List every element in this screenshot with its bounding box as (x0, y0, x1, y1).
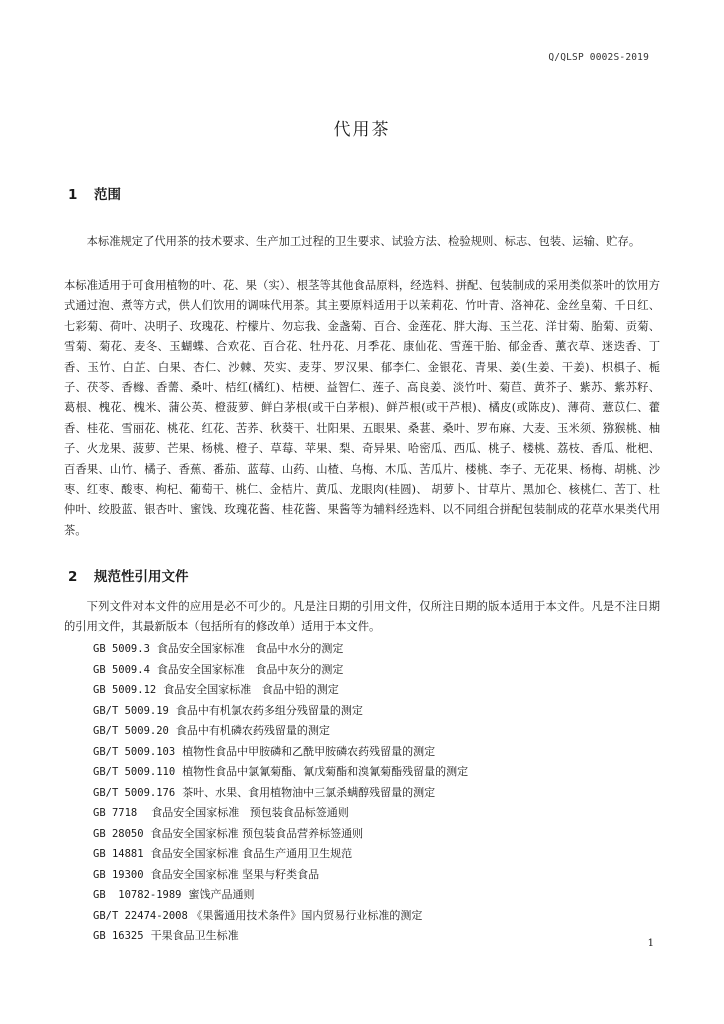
reference-code: GB/T 5009.110 (93, 766, 176, 778)
section-title: 规范性引用文件 (94, 569, 189, 585)
reference-item (93, 844, 468, 865)
reference-title: 食品安全国家标准 坚果与籽类食品 (150, 867, 320, 881)
reference-code: GB 16325 (93, 930, 144, 942)
document-title: 代用茶 (333, 120, 391, 140)
reference-code: GB/T 5009.20 (93, 725, 169, 737)
reference-item (93, 660, 468, 681)
reference-title: 食品安全国家标准 食品中水分的测定 (156, 642, 344, 655)
reference-list (93, 639, 468, 947)
reference-title: 食品安全国家标准 预包装食品营养标签通则 (150, 826, 364, 840)
section-number: 2 (68, 569, 78, 585)
reference-code: GB 19300 (93, 868, 144, 881)
reference-item (93, 639, 468, 660)
reference-code: GB 7718 (93, 807, 138, 819)
reference-title: 食品中有机磷农药残留量的测定 (175, 724, 330, 737)
reference-title: 食品安全国家标准 食品生产通用卫生规范 (150, 847, 353, 860)
reference-title: 食品安全国家标准 食品中铅的测定 (163, 683, 339, 696)
reference-item (93, 926, 468, 947)
reference-title: 《果酱通用技术条件》国内贸易行业标准的测定 (191, 908, 423, 922)
reference-title: 干果食品卫生标准 (150, 929, 239, 942)
reference-item (93, 742, 468, 763)
reference-item (93, 783, 468, 804)
reference-code: GB 5009.3 (93, 643, 150, 655)
section-2-heading (68, 565, 189, 585)
applicability-paragraph: 本标准适用于可食用植物的叶、花、果（实）、根茎等其他食品原料，经选料、拼配、包装制成的采用类似茶叶的饮用方式通过泡、煮等方式，供人们饮用的调味代用茶。其主要原料适用于以茉莉花、竹叶青、洛神花、金丝皇菊、千日红、七彩菊、荷叶、决明子、玫瑰花、柠檬片、勿忘我、金盏菊、百合、金莲花、胖大海、玉兰花、洋甘菊、胎菊、贡菊、雪菊、菊花、麦冬、玉蝴蝶、合欢花、百合花、牡丹花、月季花、康仙花、雪莲干胎、郁金香、薰衣草、迷迭香、丁香、玉竹、白芷、白果、杏仁、沙棘、芡实、麦芽、罗汉果、郁李仁、金银花、青果、姜(生姜、干姜)、枳椇子、栀子、茯苓、香橼、香薷、桑叶、桔红(橘红)、桔梗、益智仁、莲子、高良姜、淡竹叶、菊苣、黄芥子、紫苏、紫苏籽、葛根、槐花、槐米、蒲公英、橙菠萝、鲜白茅根(或干白茅根)、鲜芦根(或干芦根)、橘皮(或陈皮)、薄荷、薏苡仁、藿香、桂花、雪丽花、桃花、红花、苦荞、秋葵干、壮阳果、五眼果、桑葚、桑叶、罗布麻、大麦、玉米须、猕猴桃、柚子、火龙果、菠萝、芒果、杨桃、橙子、草莓、苹果、梨、奇异果、哈密瓜、西瓜、桃子、楼桃、荔枝、香瓜、枇杷、百香果、山竹、橘子、香蕉、番茄、蓝莓、山药、山楂、乌梅、木瓜、苦瓜片、楼桃、李子、无花果、杨梅、胡桃、沙枣、红枣、酸枣、枸杞、葡萄干、桃仁、金桔片、黄瓜、龙眼肉(桂圆)、 胡萝卜、甘草片、黑加仑、核桃仁、苦丁、杜仲叶、绞股蓝、银杏叶、蜜饯、玫瑰花酱、桂花酱、果酱等为辅料经选料、以不同组合拼配包装制成的花草水果类代用茶。 (64, 279, 660, 537)
reference-title: 食品中有机氯农药多组分残留量的测定 (175, 703, 363, 717)
section-number: 1 (68, 187, 78, 203)
reference-code: GB 10782-1989 (93, 889, 182, 901)
reference-title: 植物性食品中甲胺磷和乙酰甲胺磷农药残留量的测定 (182, 744, 436, 758)
page-number: 1 (647, 938, 654, 949)
document-code: Q/QLSP 0002S-2019 (548, 52, 649, 63)
reference-item (93, 906, 468, 927)
scope-paragraph: 本标准规定了代用茶的技术要求、生产加工过程的卫生要求、试验方法、检验规则、标志、包装、运输、贮存。 (86, 235, 641, 248)
reference-item (93, 803, 468, 824)
section-1-heading (68, 183, 121, 203)
reference-code: GB/T 5009.103 (93, 745, 176, 758)
reference-item (93, 762, 468, 783)
reference-code: GB 5009.12 (93, 684, 157, 696)
reference-item (93, 680, 468, 701)
reference-item (93, 865, 468, 886)
reference-title: 蜜饯产品通则 (188, 888, 255, 901)
reference-code: GB/T 5009.19 (93, 704, 169, 717)
reference-item (93, 885, 468, 906)
reference-code: GB/T 5009.176 (93, 786, 176, 799)
reference-title: 食品安全国家标准 预包装食品标签通则 (151, 806, 349, 819)
reference-item (93, 721, 468, 742)
reference-title: 茶叶、水果、食用植物油中三氯杀螨醇残留量的测定 (182, 785, 436, 799)
reference-title: 食品安全国家标准 食品中灰分的测定 (156, 662, 344, 676)
reference-code: GB 14881 (93, 848, 144, 860)
reference-code: GB 28050 (93, 827, 144, 840)
reference-item (93, 824, 468, 845)
normative-intro-paragraph: 下列文件对本文件的应用是必不可少的。凡是注日期的引用文件，仅所注日期的版本适用于本文件。凡是不注日期的引用文件，其最新版本（包括所有的修改单）适用于本文件。 (64, 600, 660, 633)
section-title: 范围 (94, 187, 121, 203)
reference-code: GB 5009.4 (93, 663, 150, 676)
reference-item (93, 701, 468, 722)
reference-code: GB/T 22474-2008 (93, 909, 188, 922)
reference-title: 植物性食品中氯氰菊酯、氰戊菊酯和溴氰菊酯残留量的测定 (182, 765, 469, 778)
